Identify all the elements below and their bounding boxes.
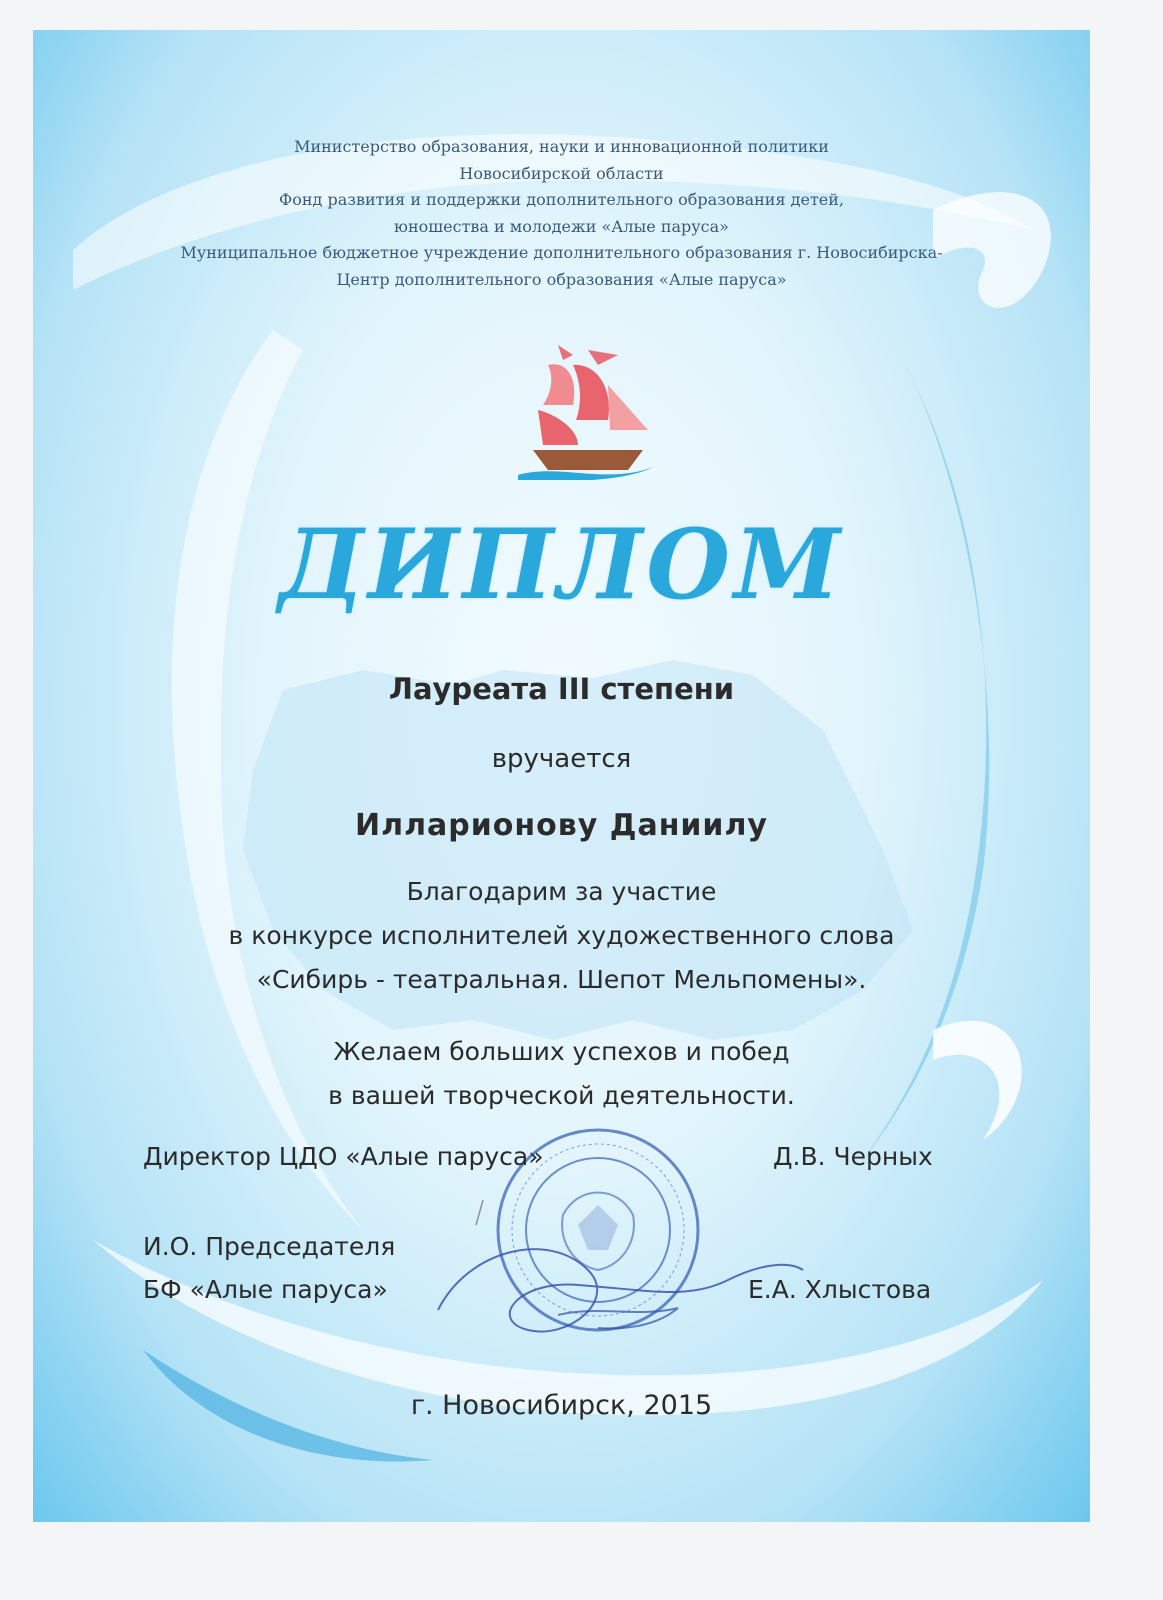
gratitude-line-2: в конкурсе исполнителей художественного слова [228, 921, 895, 950]
recipient-name: Илларионову Даниилу [355, 808, 768, 843]
header-line-3: Фонд развития и поддержки дополнительного образования детей, [278, 190, 845, 209]
diploma-title: ДИПЛОМ [278, 508, 845, 621]
gratitude-line-3: «Сибирь - театральная. Шепот Мельпомены». [256, 965, 867, 994]
wishes-line-1: Желаем больших успехов и побед [333, 1037, 790, 1066]
header-line-2: Новосибирской области [459, 163, 664, 183]
director-title: Директор ЦДО «Алые паруса» [143, 1142, 544, 1171]
awarded-label: вручается [491, 744, 632, 774]
header-line-4: юношества и молодежи «Алые паруса» [394, 216, 729, 236]
issuer-header [33, 134, 1090, 293]
laureate-degree: Лауреата III степени [388, 672, 735, 706]
sailing-ship-logo [518, 335, 653, 480]
city-and-year: г. Новосибирск, 2015 [410, 1390, 713, 1421]
director-name: Д.В. Черных [773, 1142, 933, 1171]
wishes-line-2: в вашей творческой деятельности. [328, 1081, 795, 1110]
chair-title-line2: БФ «Алые паруса» [143, 1275, 388, 1304]
header-line-5: Муниципальное бюджетное учреждение дополнительного образования г. Новосибирска- [180, 243, 943, 262]
gratitude-text [33, 870, 1090, 1002]
chair-title-line1: И.О. Председателя [143, 1232, 396, 1261]
header-line-6: Центр дополнительного образования «Алые паруса» [336, 269, 787, 289]
chair-name: Е.А. Хлыстова [748, 1275, 932, 1304]
diploma-sheet [33, 30, 1090, 1522]
header-line-1: Министерство образования, науки и инновационной политики [294, 137, 829, 156]
gratitude-line-1: Благодарим за участие [406, 877, 717, 906]
wishes-text [33, 1030, 1090, 1118]
